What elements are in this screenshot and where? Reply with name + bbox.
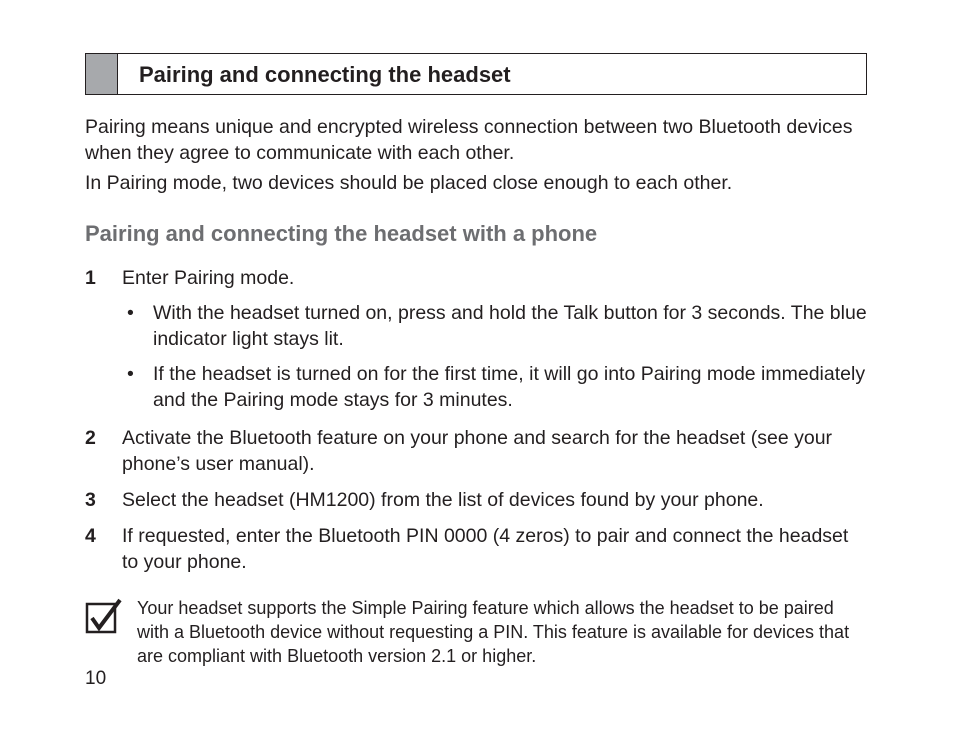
subsection-heading: Pairing and connecting the headset with a phone: [85, 221, 598, 246]
step-text-4: If requested, enter the Bluetooth PIN 0000 (4 zeros) to pair and connect the headset to your phone.: [122, 525, 849, 573]
step-1-bullet-1: With the headset turned on, press and hold the Talk button for 3 seconds. The blue indicator light stays lit.: [153, 302, 867, 350]
step-text-3: Select the headset (HM1200) from the list of devices found by your phone.: [122, 489, 764, 511]
intro-paragraph-2: In Pairing mode, two devices should be placed close enough to each other.: [85, 172, 733, 194]
intro-paragraph-1: Pairing means unique and encrypted wireless connection between two Bluetooth devices when they agree to communicate with each other.: [85, 116, 853, 164]
step-number-4: 4: [85, 525, 96, 547]
page-number: 10: [85, 668, 107, 689]
section-header: [85, 53, 867, 95]
step-text-1: Enter Pairing mode.: [122, 267, 295, 289]
bullet-marker: •: [127, 363, 134, 385]
section-title: Pairing and connecting the headset: [139, 62, 511, 87]
section-header-tab: [86, 54, 118, 94]
checkbox-check-icon: [85, 598, 123, 636]
bullet-marker: •: [127, 302, 134, 324]
step-number-1: 1: [85, 267, 96, 289]
step-number-3: 3: [85, 489, 96, 511]
note-text: Your headset supports the Simple Pairing feature which allows the headset to be paired with a Bluetooth device without requesting a PIN. This feature is available for devices that are compliant with Bluetooth version 2.1 or higher.: [137, 598, 850, 666]
step-text-2: Activate the Bluetooth feature on your phone and search for the headset (see your phone’s user manual).: [122, 427, 833, 475]
step-number-2: 2: [85, 427, 96, 449]
step-1-bullet-2: If the headset is turned on for the first time, it will go into Pairing mode immediately and the Pairing mode stays for 3 minutes.: [153, 363, 866, 411]
